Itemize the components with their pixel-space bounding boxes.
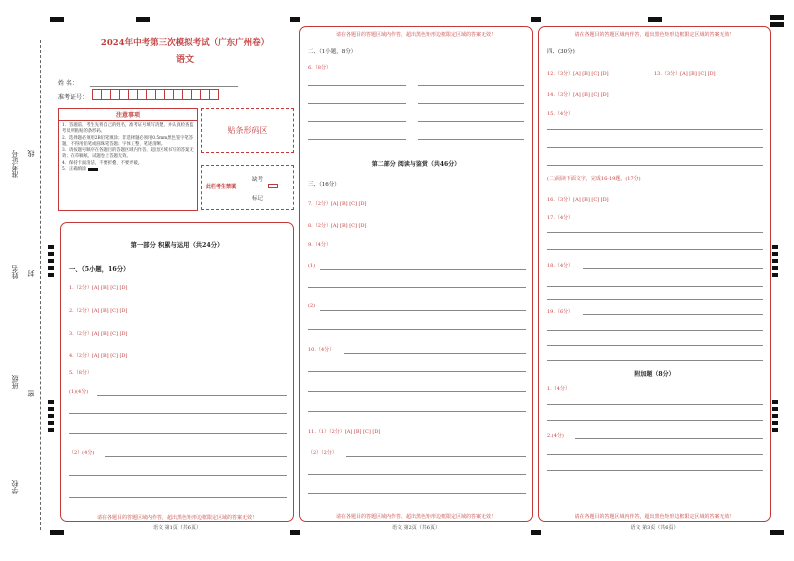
answer-line[interactable]	[69, 413, 287, 414]
side-bar	[48, 428, 54, 432]
choice-q2[interactable]: 2.（2分）[A] [B] [C] [D]	[69, 308, 128, 314]
section3-title: 三、（16分）	[308, 182, 340, 188]
side-label-name: 姓名	[11, 265, 19, 279]
registration-mark	[531, 17, 541, 22]
notice-item: 5．正确填涂	[62, 167, 87, 173]
bonus-q1-label: 1.（4分）	[547, 386, 570, 392]
part2-title: 第二部分 阅读与鉴赏（共46分）	[371, 161, 461, 168]
answer-line[interactable]	[308, 411, 526, 412]
q19-label: 19.（6分）	[547, 309, 574, 315]
answer-line[interactable]	[547, 129, 763, 130]
subsection-2-title: (二)阅读下面文字，完成16-19题。(17分)	[547, 176, 641, 182]
answer-line[interactable]	[344, 353, 526, 354]
answer-line[interactable]	[69, 433, 287, 434]
notice-item: 1．答题前，考生先将自己的姓名，准考证号填写清楚，并认真检查监考员所粘贴的条形码。	[62, 123, 194, 135]
side-bar	[48, 245, 54, 249]
choice-q11[interactable]: 11.（1）（2分）[A] [B] [C] [D]	[308, 429, 381, 435]
section2-title: 二、（1小题，8分）	[308, 49, 357, 55]
answer-line[interactable]	[547, 232, 763, 233]
side-label-line: 线	[27, 150, 35, 157]
id-grid[interactable]	[92, 89, 218, 100]
registration-mark	[770, 22, 784, 27]
q6-label: 6.（8分）	[308, 65, 331, 71]
q9-2-label: (2)	[308, 303, 316, 309]
page-footer-3: 语文 第3页（共6页）	[630, 525, 679, 531]
answer-line[interactable]	[308, 329, 526, 330]
answer-line[interactable]	[308, 474, 526, 475]
barcode-label: 贴条形码区	[227, 126, 268, 135]
side-bar	[48, 421, 54, 425]
answer-line[interactable]	[308, 287, 526, 288]
choice-q12[interactable]: 12.（3分）[A] [B] [C] [D]	[547, 71, 609, 77]
side-bar	[48, 273, 54, 277]
notice-item: 2．选择题必须用2B铅笔填涂；非选择题必须用0.5mm黑色签字笔答题，不得用铅笔或圆珠笔答题；字体工整、笔迹清晰。	[62, 135, 194, 147]
side-label-id: 准考证号	[11, 150, 19, 178]
notice-item: 3．请按题号顺序在各题目的答题区域内作答，超出区域书写的答案无效；在草稿纸、试题卷上答题无效。	[62, 148, 194, 160]
q5-1-label: (1)(4分)	[69, 389, 89, 395]
answer-panel-3	[538, 26, 771, 522]
answer-panel-1	[60, 222, 294, 522]
q15-label: 15.（4分）	[547, 111, 574, 117]
answer-line[interactable]	[320, 269, 526, 270]
absent-box	[201, 165, 294, 210]
choice-q7[interactable]: 7.（2分）[A] [B] [C] [D]	[308, 201, 367, 207]
panel-bottom-note: 请在各题目的答题区域内作答，超出黑色矩形边框限定区域的答案无效！	[96, 515, 257, 521]
notice-item: 4．保持卡面清洁，不要折叠、不要弄破。	[62, 160, 143, 166]
answer-panel-2	[299, 26, 533, 522]
absent-text: 缺考	[252, 177, 264, 183]
side-bar	[48, 259, 54, 263]
answer-line[interactable]	[547, 330, 763, 331]
answer-line[interactable]	[547, 420, 763, 421]
panel-bottom-note: 请在各题目的答题区域内作答，超出黑色矩形边框限定区域的答案无效！	[574, 514, 735, 520]
side-label-school: 学校	[11, 480, 19, 494]
q10-label: 10.（4分）	[308, 347, 335, 353]
side-bar	[772, 421, 778, 425]
id-label: 准考证号：	[58, 94, 89, 101]
q11-2-label: （2）（2分）	[308, 450, 337, 456]
exam-title: 2024年中考第三次模拟考试（广东广州卷）	[100, 38, 270, 48]
section4-title: 四、(30分)	[547, 49, 575, 55]
mark-text: 标记	[252, 196, 264, 202]
notice-box	[58, 108, 198, 211]
answer-line[interactable]	[308, 371, 526, 372]
notice-title: 注意事项	[59, 109, 197, 121]
answer-line[interactable]	[69, 497, 287, 498]
registration-mark	[770, 530, 784, 535]
answer-line[interactable]	[547, 360, 763, 361]
answer-line[interactable]	[97, 395, 287, 396]
side-bar	[772, 414, 778, 418]
answer-line[interactable]	[547, 249, 763, 250]
choice-q14[interactable]: 14.（3分）[A] [B] [C] [D]	[547, 92, 609, 98]
answer-line[interactable]	[346, 456, 526, 457]
answer-line[interactable]	[547, 470, 763, 471]
registration-mark	[770, 15, 784, 20]
registration-mark	[648, 17, 662, 22]
choice-q4[interactable]: 4.（2分）[A] [B] [C] [D]	[69, 353, 128, 359]
q5-2-label: （2）(4分)	[69, 450, 95, 456]
name-label: 姓 名：	[58, 80, 78, 87]
answer-line[interactable]	[547, 286, 763, 287]
answer-line[interactable]	[308, 85, 406, 86]
side-label-seal: 封	[27, 270, 35, 277]
absent-checkbox[interactable]	[268, 184, 278, 188]
answer-line[interactable]	[583, 314, 763, 315]
registration-mark	[50, 17, 64, 22]
exam-subject: 语文	[175, 55, 194, 65]
choice-q16[interactable]: 16.（3分）[A] [B] [C] [D]	[547, 197, 609, 203]
side-bar	[772, 259, 778, 263]
answer-line[interactable]	[583, 268, 763, 269]
panel-top-note: 请在各题目的答题区域内作答，超出黑色矩形边框限定区域的答案无效！	[574, 32, 735, 38]
answer-line[interactable]	[418, 85, 524, 86]
choice-q8[interactable]: 8.（2分）[A] [B] [C] [D]	[308, 223, 367, 229]
side-bar	[48, 407, 54, 411]
answer-line[interactable]	[547, 165, 763, 166]
fill-example	[88, 168, 98, 171]
part1-title: 第一部分 积累与运用（共24分）	[130, 242, 224, 249]
registration-mark	[136, 17, 150, 22]
answer-line[interactable]	[308, 103, 406, 104]
panel-bottom-note: 请在各题目的答题区域内作答，超出黑色矩形边框限定区域的答案无效！	[335, 514, 496, 520]
page-footer-1: 语文 第1页（共6页）	[153, 525, 201, 531]
bonus-title: 附加题（8分）	[634, 371, 675, 378]
side-bar	[772, 407, 778, 411]
answer-line[interactable]	[418, 103, 524, 104]
answer-line[interactable]	[308, 493, 526, 494]
answer-line[interactable]	[547, 404, 763, 405]
absent-label: 此栏考生禁填	[206, 184, 237, 190]
answer-line[interactable]	[547, 345, 763, 346]
side-bar	[48, 414, 54, 418]
name-field[interactable]	[90, 86, 238, 87]
answer-line[interactable]	[547, 454, 763, 455]
answer-line[interactable]	[547, 299, 763, 300]
side-label-close: 密	[27, 390, 35, 397]
binding-line	[40, 40, 41, 530]
q5-label: 5.（8分）	[69, 370, 92, 376]
barcode-area	[201, 108, 294, 153]
answer-line[interactable]	[320, 310, 526, 311]
choice-q3[interactable]: 3.（2分）[A] [B] [C] [D]	[69, 331, 128, 337]
side-bar	[772, 400, 778, 404]
answer-line[interactable]	[308, 391, 526, 392]
q9-label: 9.（4分）	[308, 242, 331, 248]
side-bar	[772, 266, 778, 270]
registration-mark	[290, 17, 300, 22]
panel-top-note: 请在各题目的答题区域内作答，超出黑色矩形边框限定区域的答案无效！	[335, 32, 496, 38]
answer-line[interactable]	[575, 438, 763, 439]
answer-line[interactable]	[418, 139, 524, 140]
choice-q1[interactable]: 1.（2分）[A] [B] [C] [D]	[69, 285, 128, 291]
side-bar	[772, 252, 778, 256]
choice-q13[interactable]: 13.（3分）[A] [B] [C] [D]	[654, 71, 716, 77]
side-label-class: 班级	[11, 375, 19, 389]
answer-line[interactable]	[105, 456, 287, 457]
side-bar	[48, 400, 54, 404]
answer-line[interactable]	[547, 147, 763, 148]
section1-title: 一、（5小题，16分）	[69, 266, 130, 273]
q17-label: 17.（4分）	[547, 215, 574, 221]
answer-line[interactable]	[69, 475, 287, 476]
side-bar	[772, 245, 778, 249]
answer-line[interactable]	[308, 121, 406, 122]
page-footer-2: 语文 第2页（共6页）	[392, 525, 440, 531]
q9-1-label: (1)	[308, 263, 316, 269]
bonus-q2-label: 2.(4分)	[547, 433, 564, 439]
side-bar	[48, 266, 54, 270]
answer-line[interactable]	[418, 121, 524, 122]
side-bar	[48, 252, 54, 256]
q18-label: 18.（4分）	[547, 263, 574, 269]
answer-line[interactable]	[308, 139, 406, 140]
side-bar	[772, 428, 778, 432]
id-cell[interactable]	[209, 89, 219, 100]
side-bar	[772, 273, 778, 277]
